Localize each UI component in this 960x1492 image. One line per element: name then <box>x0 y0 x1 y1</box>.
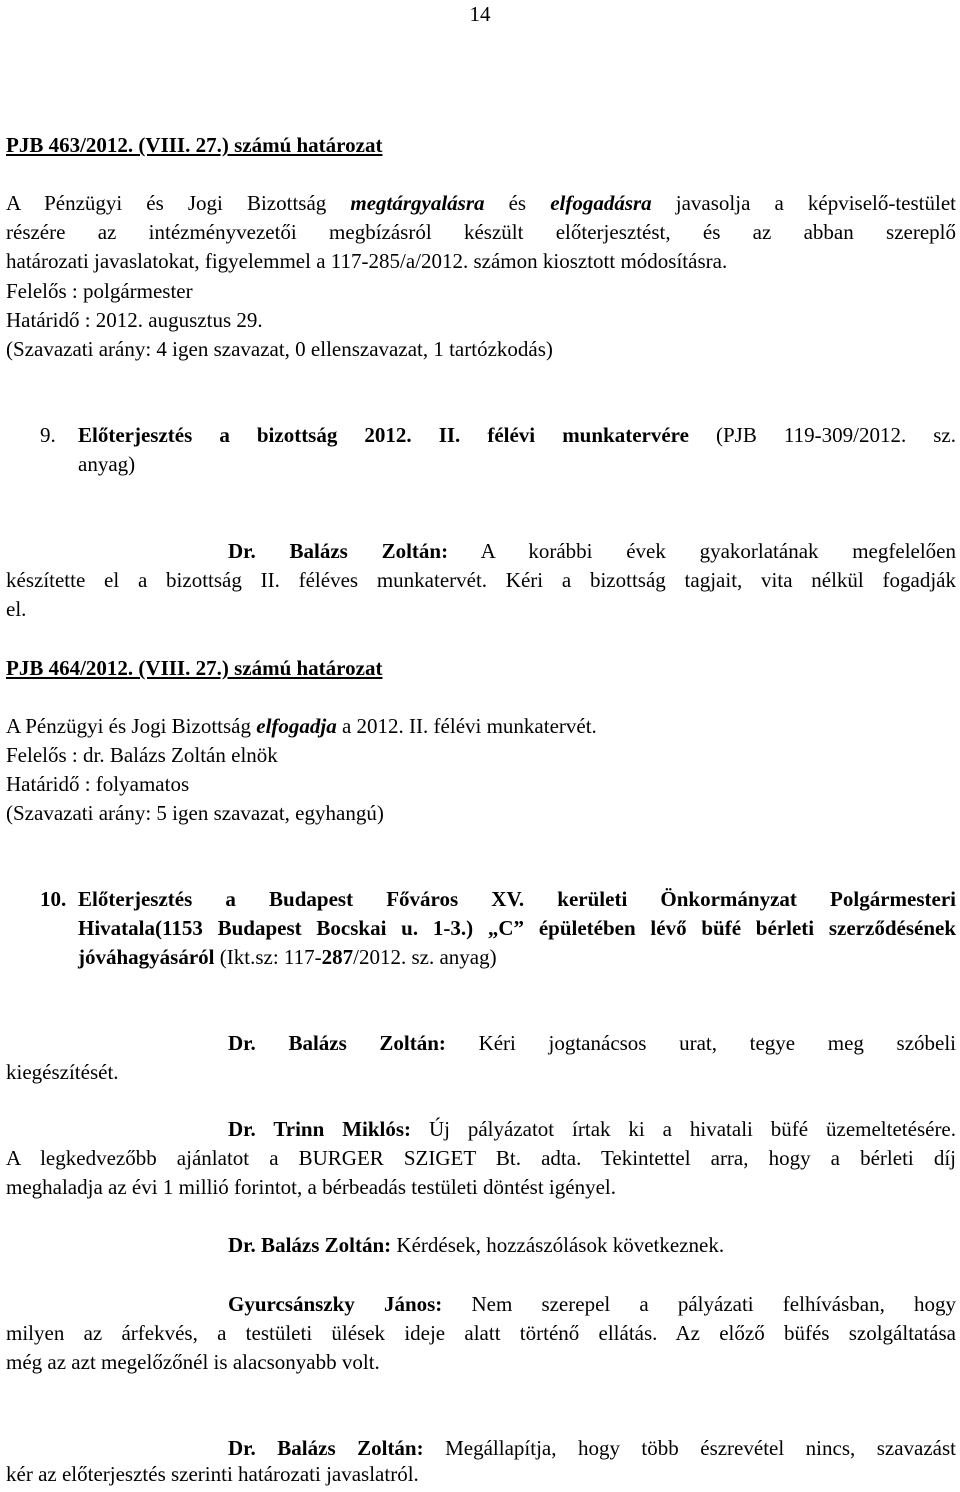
speech-3-line-2: A legkedvezőbb ajánlatot a BURGER SZIGET Bt. adta. Tekintettel arra, hogy a bérleti díj <box>6 1146 956 1170</box>
resolution-464-deadline: Határidő : folyamatos <box>6 772 190 796</box>
speech-4-line-1: Dr. Balázs Zoltán: Kérdések, hozzászólások következnek. <box>228 1233 725 1257</box>
agenda-10-title-line-2: Hivatala(1153 Budapest Bocskai u. 1-3.) „C” épületében lévő büfé bérleti szerződésének <box>78 916 956 940</box>
agenda-10-title-line-1: Előterjesztés a Budapest Főváros XV. kerületi Önkormányzat Polgármesteri <box>78 887 956 911</box>
resolution-463-line-3: határozati javaslatokat, figyelemmel a 117-285/a/2012. számon kiosztott módosításra. <box>6 249 728 273</box>
resolution-464-responsible: Felelős : dr. Balázs Zoltán elnök <box>6 743 278 767</box>
speech-5-line-2: milyen az árfekvés, a testületi ülések ideje alatt történő ellátás. Az előző büfés szolgáltatása <box>6 1321 956 1345</box>
speech-2-line-1: Dr. Balázs Zoltán: Kéri jogtanácsos urat, tegye meg szóbeli <box>228 1031 957 1055</box>
resolution-463-line-1: A Pénzügyi és Jogi Bizottság megtárgyalásra és elfogadásra javasolja a képviselő-testület <box>6 191 956 215</box>
speech-1-line-1: Dr. Balázs Zoltán: A korábbi évek gyakorlatának megfelelően <box>228 539 957 563</box>
agenda-9-number: 9. <box>40 423 56 447</box>
speech-5-line-1: Gyurcsánszky János: Nem szerepel a pályázati felhívásban, hogy <box>228 1292 956 1316</box>
agenda-9-title-line-2: anyag) <box>78 452 136 476</box>
resolution-463-heading: PJB 463/2012. (VIII. 27.) számú határozat <box>6 133 383 157</box>
speech-3-line-3: meghaladja az évi 1 millió forintot, a bérbeadás testületi döntést igényel. <box>6 1175 616 1199</box>
resolution-464-heading: PJB 464/2012. (VIII. 27.) számú határozat <box>6 656 383 680</box>
speech-5-line-3: még az azt megelőzőnél is alacsonyabb volt. <box>6 1350 380 1374</box>
agenda-9-title: Előterjesztés a bizottság 2012. II. félévi munkatervére (PJB 119-309/2012. sz. <box>78 423 956 447</box>
speech-3-line-1: Dr. Trinn Miklós: Új pályázatot írtak ki a hivatali büfé üzemeltetésére. <box>228 1117 957 1141</box>
speech-1-line-2: készítette el a bizottság II. féléves munkatervét. Kéri a bizottság tagjait, vita nélkül fogadják <box>6 568 956 592</box>
speech-1-line-3: el. <box>6 597 27 621</box>
agenda-10-title-line-3: jóváhagyásáról (Ikt.sz: 117-287/2012. sz. anyag) <box>78 945 497 969</box>
resolution-464-vote: (Szavazati arány: 5 igen szavazat, egyhangú) <box>6 801 384 825</box>
agenda-10-number: 10. <box>40 887 67 911</box>
resolution-463-line-2: részére az intézményvezetői megbízásról készült előterjesztést, és az abban szereplő <box>6 220 956 244</box>
speech-6-line-2: kér az előterjesztés szerinti határozati javaslatról. <box>6 1462 419 1486</box>
speech-2-tail: kiegészítését. <box>6 1060 119 1084</box>
resolution-464-line-1: A Pénzügyi és Jogi Bizottság elfogadja a 2012. II. félévi munkatervét. <box>6 714 597 738</box>
page-number: 14 <box>469 2 491 26</box>
resolution-463-responsible: Felelős : polgármester <box>6 279 193 303</box>
speech-6-line-1: Dr. Balázs Zoltán: Megállapítja, hogy több észrevétel nincs, szavazást <box>228 1436 956 1460</box>
resolution-463-vote: (Szavazati arány: 4 igen szavazat, 0 ellenszavazat, 1 tartózkodás) <box>6 337 553 361</box>
resolution-463-deadline: Határidő : 2012. augusztus 29. <box>6 308 263 332</box>
